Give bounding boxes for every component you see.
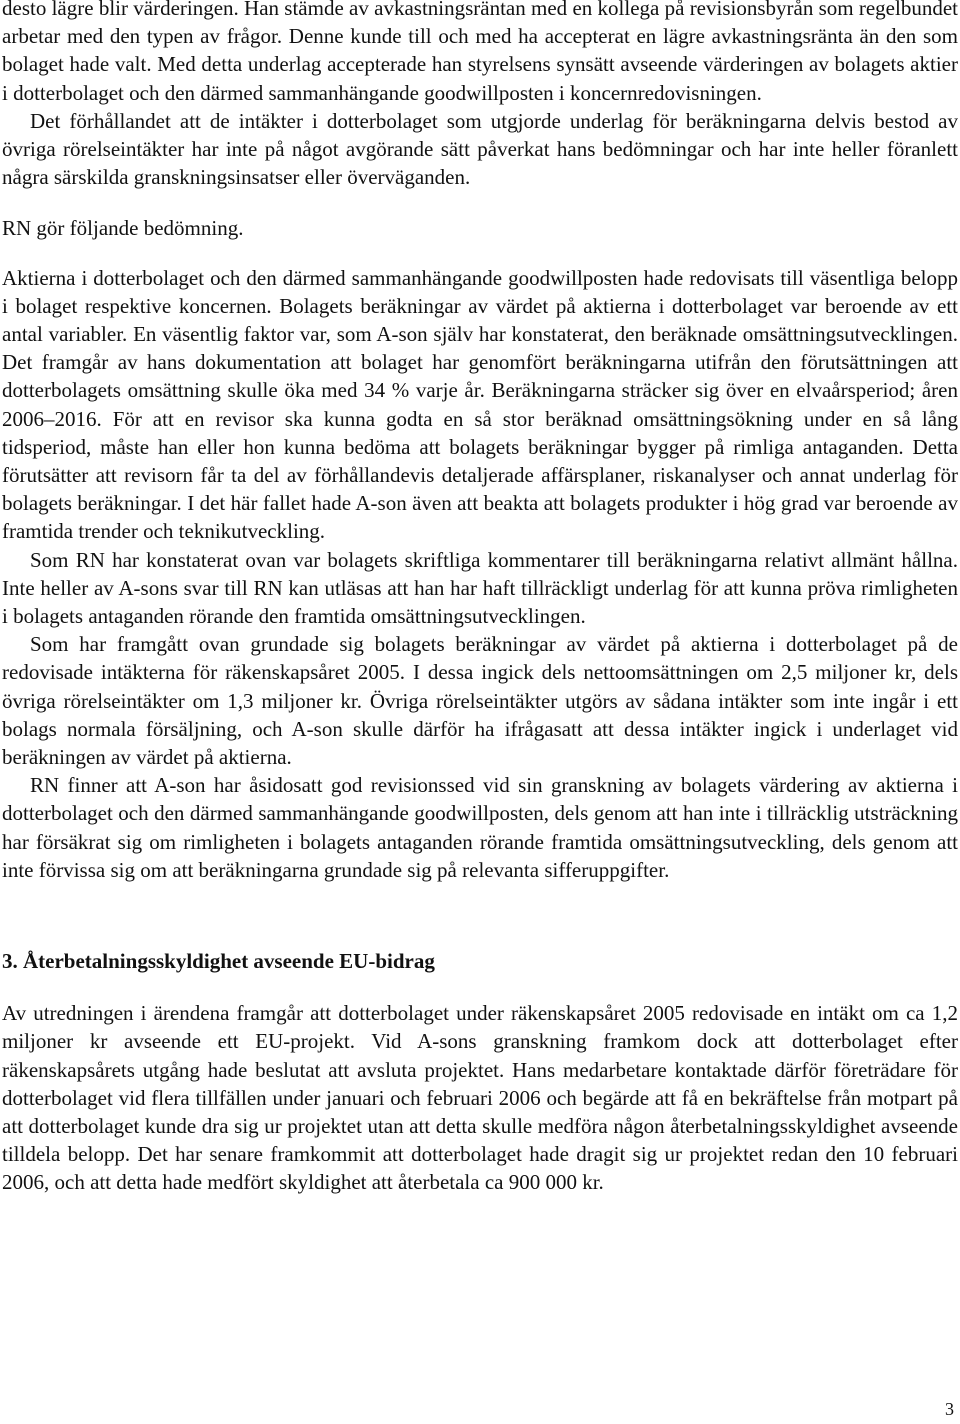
paragraph-eu-grant: Av utredningen i ärendena framgår att dotterbolaget under räkenskapsåret 2005 redovisade en intäkt om ca 1,2 miljoner kr avseende ett EU-projekt. Vid A-sons granskning framkom dock att dotterbolaget efter räkenskapsårets utgång hade beslutat att avsluta projektet. Hans medarbetare kontaktade därför företrädare för dotterbolaget vid flera tillfällen under januari och februari 2006 och begärde att få en bekräftelse från motpart på att dotterbolaget kunde dra sig ur projektet utan att detta skulle medföra någon återbetalningsskyldighet avseende tilldela belopp. Det har senare framkommit att dotterbolaget hade dragit sig ur projektet redan den 10 februari 2006, och att detta hade medfört skyldighet att återbetala ca 900 000 kr.	[2, 1001, 958, 1195]
paragraph-written-comments: Som RN har konstaterat ovan var bolagets skriftliga kommentarer till beräkningarna relativt allmänt hållna. Inte heller av A-sons svar till RN kan utläsas att han har haft tillräckligt underlag för att kunna pröva rimligheten i bolagets antaganden rörande den framtida omsättningsutvecklingen.	[2, 547, 958, 629]
paragraph-revenue-basis: Som har framgått ovan grundade sig bolagets beräkningar av värdet på aktierna i dotterbolaget på de redovisade intäkterna för räkenskapsåret 2005. I dessa ingick dels nettoomsättningen om 2,5 miljoner kr, dels övriga rörelseintäkter om 1,3 miljoner kr. Övriga rörelseintäkter utgörs av sådana intäkter som inte ingår i ett bolags normala försäljning, och A-son skulle därför ha ifrågasatt att dessa intäkter ingick i underlaget vid beräkningen av värdet på aktierna.	[2, 632, 958, 770]
paragraph-other-income: Det förhållandet att de intäkter i dotterbolaget som utgjorde underlag för beräkningarna delvis bestod av övriga rörelseintäkter har inte på något avgörande sätt påverkat hans bedömningar och har inte heller föranlett några särskilda granskningsinsatser eller överväganden.	[2, 108, 958, 190]
paragraph-valuation-intro: desto lägre blir värderingen. Han stämde av avkastningsräntan med en kollega på revisionsbyrån som regelbundet arbetar med den typen av frågor. Denne kunde till och med ha accepterat en lägre avkastningsränta än den som bolaget hade valt. Med detta underlag accepterade han styrelsens synsätt avseende värderingen av bolagets aktier i dotterbolaget och den därmed sammanhängande goodwillposten i koncernredovisningen.	[2, 0, 958, 105]
section-heading: 3. Återbetalningsskyldighet avseende EU-bidrag	[2, 949, 435, 974]
paragraph-rn-assessment-lead: RN gör följande bedömning.	[2, 216, 244, 241]
paragraph-shares-goodwill: Aktierna i dotterbolaget och den därmed sammanhängande goodwillposten hade redovisats till väsentliga belopp i bolaget respektive koncernen. Bolagets beräkningar av värdet på aktierna i dotterbolaget var beroende av ett antal variabler. En väsentlig faktor var, som A-son själv har konstaterat, den beräknade omsättningsutvecklingen. Det framgår av hans dokumentation att bolaget har genomfört beräkningarna utifrån den förutsättningen att dotterbolagets omsättning skulle öka med 34 % varje år. Beräkningarna sträcker sig över en elvaårsperiod; åren 2006–2016. För att en revisor ska kunna godta en så stor beräknad omsättningsökning under en så lång tidsperiod, måste han eller hon kunna bedöma att bolagets beräkningar bygger på rimliga antaganden. Detta förutsätter att revisorn får ta del av förhållandevis detaljerade affärsplaner, riskanalyser och annat underlag för bolagets beräkningar. I det här fallet hade A-son även att beakta att bolagets produkter i hög grad var beroende av framtida trender och teknikutveckling.	[2, 265, 958, 544]
page-number: 3	[945, 1399, 954, 1419]
paragraph-rn-conclusion: RN finner att A-son har åsidosatt god revisionssed vid sin granskning av bolagets värdering av aktierna i dotterbolaget och den därmed sammanhängande goodwillposten, dels genom att han inte i tillräcklig utsträckning har försäkrat sig om rimligheten i bolagets antaganden rörande framtida omsättningsutveckling, dels genom att inte förvissa sig om att beräkningarna grundade sig på relevanta sifferuppgifter.	[2, 773, 958, 882]
